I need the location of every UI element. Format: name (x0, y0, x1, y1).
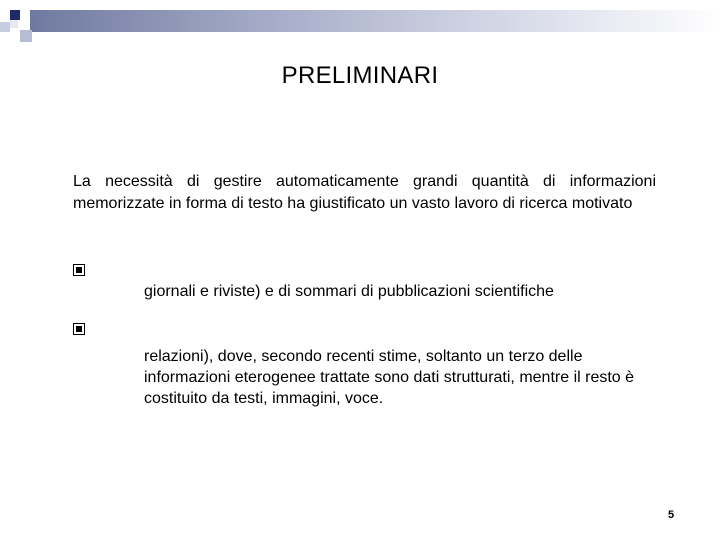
square-bullet-icon (73, 323, 85, 335)
decor-square (10, 10, 20, 20)
page-number: 5 (668, 509, 675, 521)
bullet-text: giornali e riviste) e di sommari di pubblicazioni scientifiche (144, 283, 554, 300)
gradient-bar (30, 10, 720, 32)
decor-square (20, 30, 32, 42)
decor-square (0, 22, 10, 32)
decor-square (10, 20, 18, 28)
square-bullet-icon (73, 264, 85, 276)
bullet-text: relazioni), dove, secondo recenti stime, soltanto un terzo delle informazioni eterogenee trattate sono dati strutturati, mentre il resto è costituito da testi, immagini, voce. (144, 348, 635, 407)
decor-square (20, 20, 30, 30)
intro-paragraph: La necessità di gestire automaticamente grandi quantità di informazioni memorizzate in forma di testo ha giustificato un vasto lavoro di ricerca motivato (73, 173, 656, 212)
slide-title: PRELIMINARI (281, 62, 439, 89)
